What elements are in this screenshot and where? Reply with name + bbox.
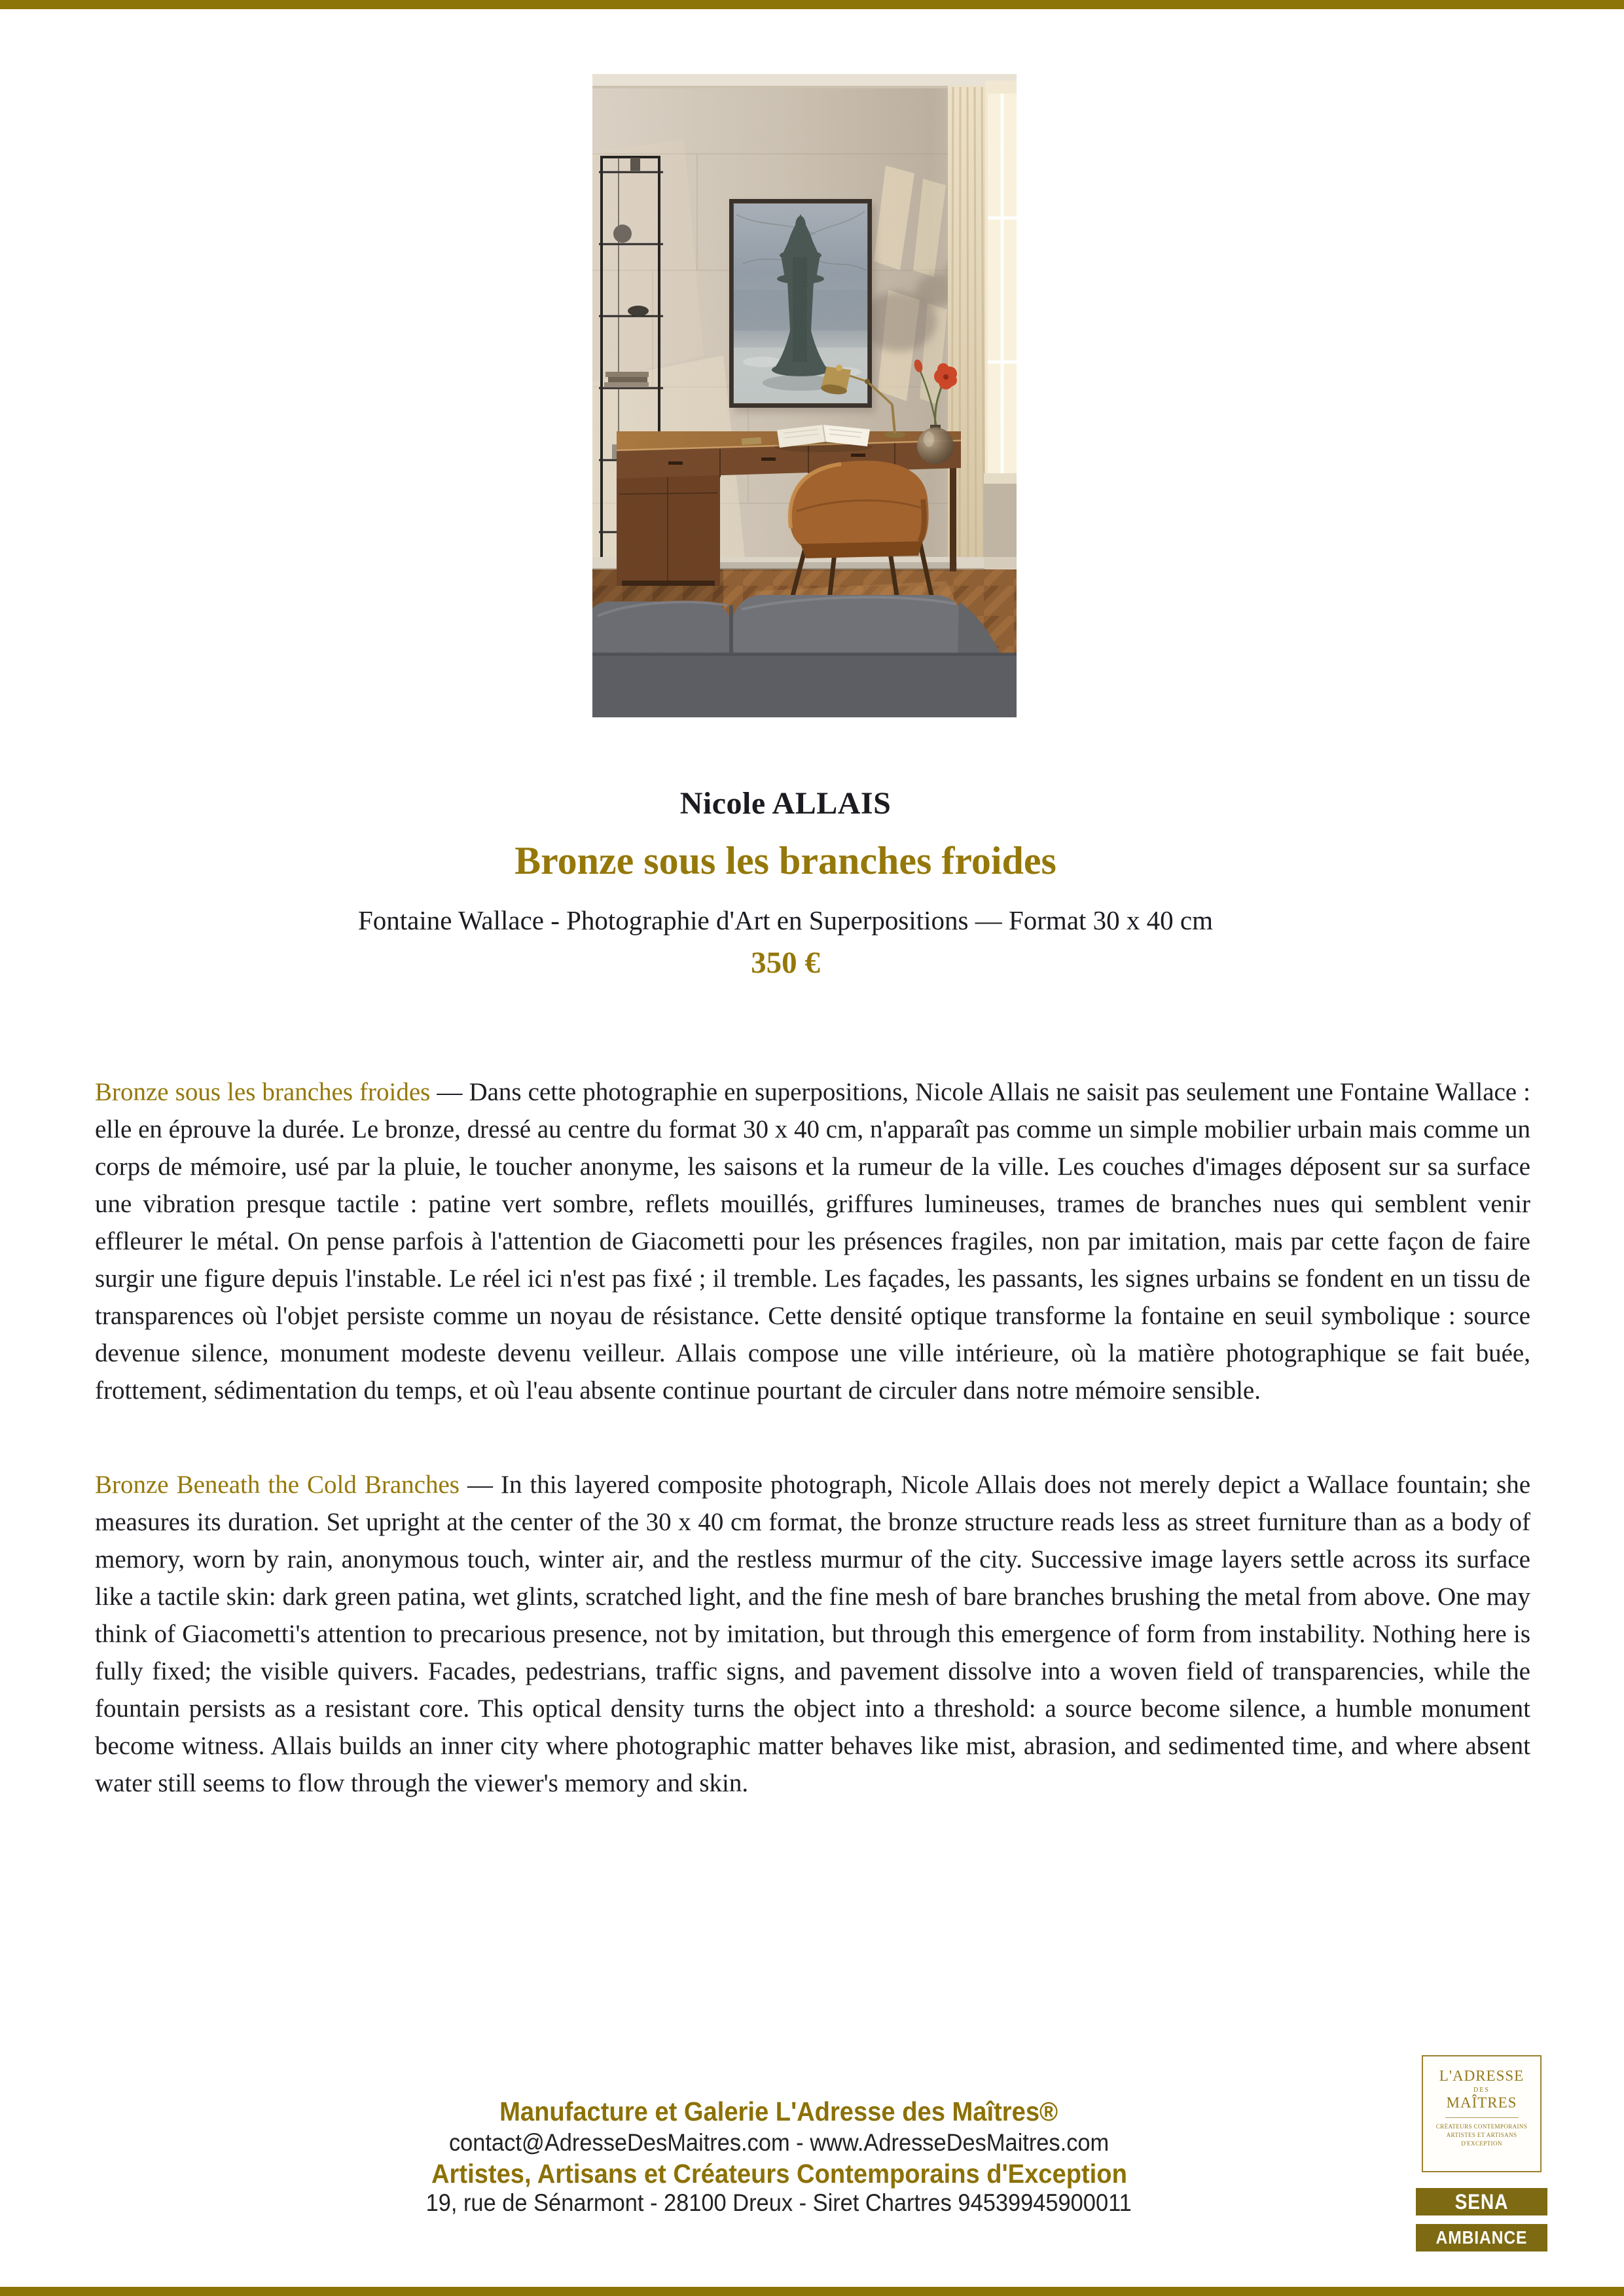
logo-divider bbox=[1445, 2117, 1519, 2118]
description-english-lead: Bronze Beneath the Cold Branches bbox=[95, 1471, 460, 1499]
logo-line-2: DES bbox=[1473, 2087, 1490, 2094]
badge-ambiance-label: AMBIANCE bbox=[1435, 2227, 1528, 2248]
footer-address bbox=[0, 2189, 1558, 2217]
artist-name: Nicole ALLAIS bbox=[679, 786, 892, 821]
artwork-subtitle: Fontaine Wallace - Photographie d'Art en Superpositions — Format 30 x 40 cm bbox=[357, 905, 1213, 935]
footer-contact bbox=[0, 2129, 1558, 2157]
description-french-lead: Bronze sous les branches froides bbox=[95, 1078, 431, 1106]
footer-gallery-name-text: Manufacture et Galerie L'Adresse des Maîtres® bbox=[499, 2096, 1058, 2126]
badge-ambiance bbox=[1416, 2224, 1547, 2251]
artwork-photo bbox=[592, 74, 1017, 717]
footer-address-text: 19, rue de Sénarmont - 28100 Dreux - Siret Chartres 94539945900011 bbox=[425, 2189, 1132, 2216]
footer-tagline bbox=[0, 2159, 1558, 2189]
gallery-logo bbox=[1422, 2055, 1542, 2172]
top-accent-bar bbox=[0, 0, 1624, 9]
interior-scene bbox=[592, 74, 1017, 717]
artwork-price: 350 € bbox=[751, 946, 820, 980]
bottom-accent-bar bbox=[0, 2287, 1624, 2296]
footer-tagline-text: Artistes, Artisans et Créateurs Contemporains d'Exception bbox=[431, 2159, 1127, 2189]
description-english-body: — In this layered composite photograph, Nicole Allais does not merely depict a Wallace fountain; she measures its duration. Set upright at the center of the 30 x 40 cm format, the bronze structure reads less as street furniture than as a body of memory, worn by rain, anonymous touch, winter air, and the restless murmur of the city. Successive image layers settle across its surface like a tactile skin: dark green patina, wet glints, scratched light, and the fine mesh of bare branches brushing the metal from above. One may think of Giacometti's attention to precarious presence, not by imitation, but through this emergence of form from instability. Nothing here is fully fixed; the visible quivers. Facades, pedestrians, traffic signs, and pavement dissolve into a woven field of transparencies, while the fountain persists as a resistant core. This optical density turns the object into a threshold: a source become silence, a humble monument become witness. Allais builds an inner city where photographic matter behaves like mist, abrasion, and sedimented time, and where absent water still seems to flow through the viewer's memory and skin. bbox=[95, 1471, 1531, 1797]
description-french bbox=[95, 1073, 1530, 1409]
description-french-body: — Dans cette photographie en superpositions, Nicole Allais ne saisit pas seulement une Fontaine Wallace : elle en éprouve la durée. Le bronze, dressé au centre du format 30 x 40 cm, n'apparaît pas comme un simple mobilier urbain mais comme un corps de mémoire, usé par la pluie, le toucher anonyme, les saisons et la rumeur de la ville. Les couches d'images déposent sur sa surface une vibration presque tactile : patine vert sombre, reflets mouillés, griffures lumineuses, trames de branches nues qui semblent venir effleurer le métal. On pense parfois à l'attention de Giacometti pour les présences fragiles, non par imitation, mais par cette façon de faire surgir une figure depuis l'instable. Le réel ici n'est pas fixé ; il tremble. Les façades, les passants, les signes urbains se fondent en un tissu de transparences où l'objet persiste comme un noyau de résistance. Cette densité optique transforme la fontaine en seuil symbolique : source devenue silence, monument modeste devenu veilleur. Allais compose une ville intérieure, où la matière photographique se fait buée, frottement, sédimentation du temps, et où l'eau absente continue pourtant de circuler dans notre mémoire sensible. bbox=[95, 1078, 1530, 1405]
logo-subline-2: ARTISTES ET ARTISANS bbox=[1446, 2132, 1517, 2138]
logo-subline-1: CRÉATEURS CONTEMPORAINS bbox=[1435, 2123, 1528, 2130]
description-english bbox=[95, 1466, 1530, 1802]
badge-sena-label: SENA bbox=[1454, 2189, 1509, 2214]
logo-subline-3: D'EXCEPTION bbox=[1461, 2140, 1502, 2147]
footer-gallery-name bbox=[0, 2096, 1558, 2127]
logo-line-3: MAÎTRES bbox=[1446, 2094, 1517, 2111]
artwork-title: Bronze sous les branches froides bbox=[514, 839, 1056, 882]
badge-sena bbox=[1416, 2188, 1547, 2215]
footer-contact-text: contact@AdresseDesMaitres.com - www.AdresseDesMaitres.com bbox=[448, 2129, 1110, 2156]
logo-line-1: L'ADRESSE bbox=[1439, 2068, 1525, 2084]
